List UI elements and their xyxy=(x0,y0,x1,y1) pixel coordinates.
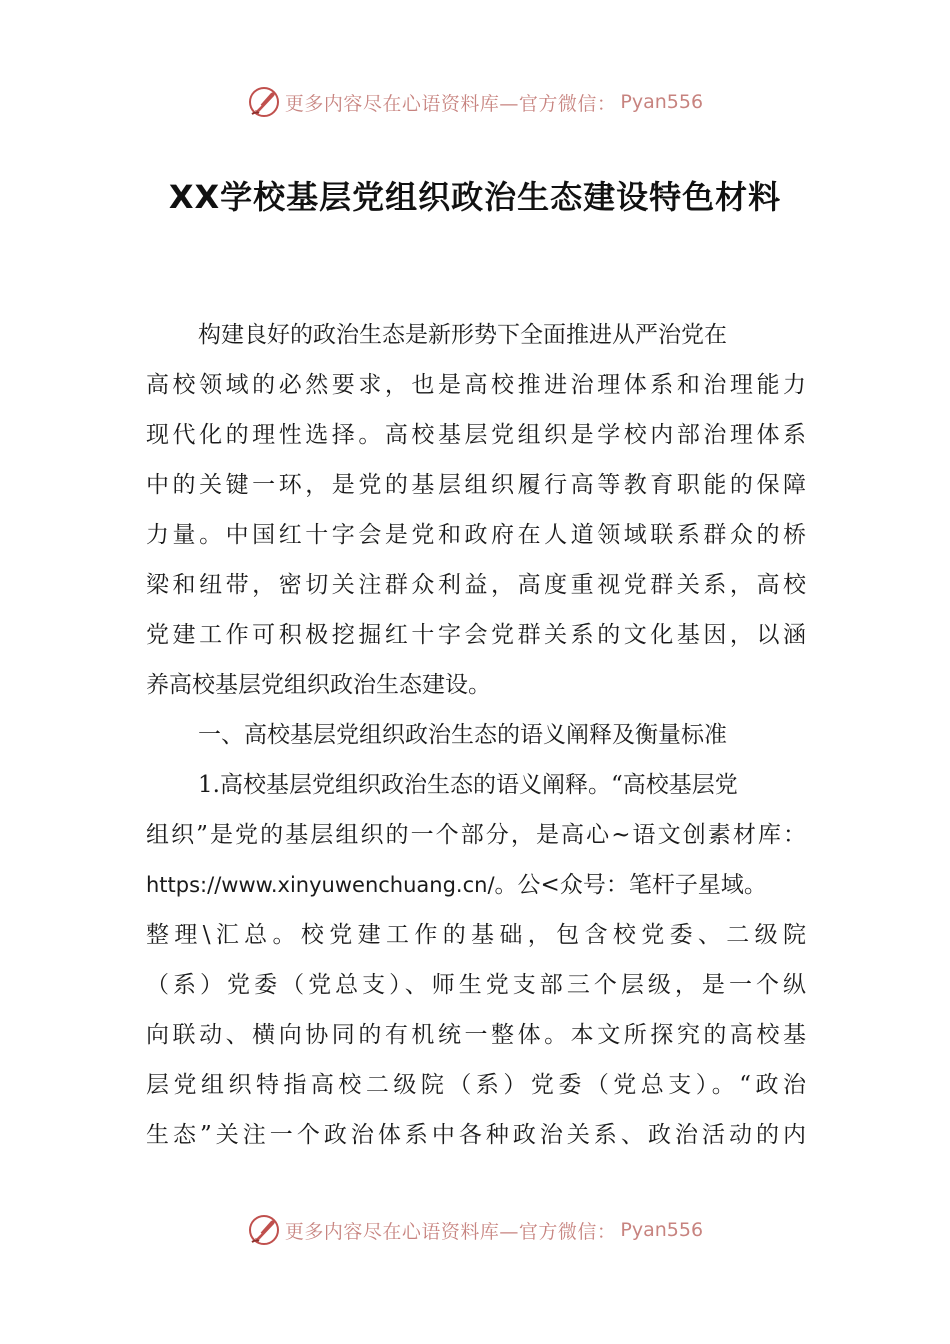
paragraph-line: 养高校基层党组织政治生态建设。 xyxy=(146,672,491,698)
paragraph-line: 构建良好的政治生态是新形势下全面推进从严治党在 xyxy=(198,322,727,348)
paragraph-line: 组织”是党的基层组织的一个部分，是高心~语文创素材库： xyxy=(146,822,806,848)
paragraph-line: 生态”关注一个政治体系中各种政治关系、政治活动的内 xyxy=(146,1122,806,1148)
paragraph-line xyxy=(146,860,806,910)
paragraph-line: 1.高校基层党组织政治生态的语义阐释。“高校基层党 xyxy=(198,772,738,798)
footer-banner xyxy=(0,1208,950,1252)
header-banner xyxy=(0,80,950,124)
paragraph-fragment: 。公<众号：笔杆子星域。 xyxy=(494,872,767,898)
wechat-id: Pyan556 xyxy=(620,91,704,113)
paragraph-line: 高校领域的必然要求，也是高校推进治理体系和治理能力 xyxy=(146,372,806,398)
paragraph-line: 层党组织特指高校二级院（系）党委（党总支）。“政治 xyxy=(146,1072,806,1098)
wechat-id: Pyan556 xyxy=(620,1219,704,1241)
section-heading: 一、高校基层党组织政治生态的语义阐释及衡量标准 xyxy=(198,722,727,748)
paragraph-line: 梁和纽带，密切关注群众利益，高度重视党群关系，高校 xyxy=(146,572,806,598)
quill-pen-icon xyxy=(247,85,281,119)
document-title: XX学校基层党组织政治生态建设特色材料 xyxy=(168,178,782,216)
banner-text: 更多内容尽在心语资料库—官方微信： xyxy=(284,1220,617,1243)
paragraph-line: 力量。中国红十字会是党和政府在人道领域联系群众的桥 xyxy=(146,522,806,548)
paragraph-line: 现代化的理性选择。高校基层党组织是学校内部治理体系 xyxy=(146,422,806,448)
document-body xyxy=(146,310,806,1160)
banner-text: 更多内容尽在心语资料库—官方微信： xyxy=(284,92,617,115)
paragraph-line: 党建工作可积极挖掘红十字会党群关系的文化基因，以涵 xyxy=(146,622,806,648)
paragraph-line: 整理\汇总。校党建工作的基础，包含校党委、二级院 xyxy=(146,922,806,948)
paragraph-line: （系）党委（党总支）、师生党支部三个层级，是一个纵 xyxy=(146,972,806,998)
paragraph-line: 向联动、横向协同的有机统一整体。本文所探究的高校基 xyxy=(146,1022,806,1048)
quill-pen-icon xyxy=(247,1213,281,1247)
website-link-text: https://www.xinyuwenchuang.cn/ xyxy=(146,873,495,897)
paragraph-line: 中的关键一环，是党的基层组织履行高等教育职能的保障 xyxy=(146,472,806,498)
